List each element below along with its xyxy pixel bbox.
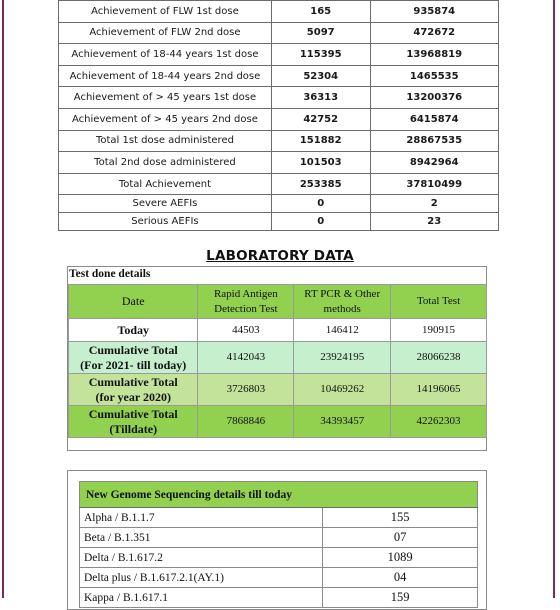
today-label: Today <box>69 319 198 342</box>
rapid-value: 7868846 <box>198 406 294 438</box>
table-header-row <box>80 482 478 508</box>
label-line1: Cumulative Total <box>88 406 178 421</box>
cumulative-value: 13200376 <box>370 87 499 109</box>
table-row <box>59 152 499 174</box>
cumulative-value: 472672 <box>370 22 499 44</box>
table-row <box>80 588 478 608</box>
cumulative-value: 13968819 <box>370 44 499 66</box>
genome-sequencing-table <box>79 481 478 608</box>
variant-count: 04 <box>323 568 478 588</box>
today-value: 151882 <box>271 130 370 152</box>
header-rtpcr <box>294 285 391 319</box>
header-rapid-line2: Detection Test <box>214 302 278 315</box>
cumulative-value: 2 <box>370 195 499 213</box>
row-label: Achievement of 18-44 years 1st dose <box>59 44 272 66</box>
cumulative-value: 23 <box>370 213 499 231</box>
rtpcr-value: 23924195 <box>294 342 391 374</box>
variant-name: Kappa / B.1.617.1 <box>80 588 323 608</box>
table-row <box>59 22 499 44</box>
table-row <box>59 87 499 109</box>
row-label: Total 1st dose administered <box>59 130 272 152</box>
variant-name: Alpha / B.1.1.7 <box>80 508 323 528</box>
cumulative-value: 28867535 <box>370 130 499 152</box>
label-line2: (For 2021- till today) <box>80 357 187 372</box>
cumulative-2020-label <box>69 374 198 406</box>
variant-count: 159 <box>323 588 478 608</box>
table-row <box>59 130 499 152</box>
table-row <box>80 508 478 528</box>
header-rapid <box>198 285 294 319</box>
genome-title: New Genome Sequencing details till today <box>80 482 478 508</box>
variant-count: 07 <box>323 528 478 548</box>
total-value: 42262303 <box>391 406 487 438</box>
today-value: 0 <box>271 195 370 213</box>
table-row <box>59 44 499 66</box>
table-row <box>80 528 478 548</box>
row-label: Achievement of > 45 years 1st dose <box>59 87 272 109</box>
variant-name: Delta plus / B.1.617.2.1(AY.1) <box>80 568 323 588</box>
label-line2: (Tilldate) <box>109 421 158 436</box>
row-label: Achievement of FLW 1st dose <box>59 1 272 23</box>
lab-caption: Test done details <box>69 268 151 280</box>
table-row <box>69 374 487 406</box>
table-row <box>80 548 478 568</box>
row-label: Achievement of FLW 2nd dose <box>59 22 272 44</box>
rapid-value: 44503 <box>198 319 294 342</box>
row-label: Achievement of 18-44 years 2nd dose <box>59 65 272 87</box>
today-value: 165 <box>271 1 370 23</box>
header-total: Total Test <box>391 285 487 319</box>
table-row <box>80 568 478 588</box>
table-row <box>59 213 499 231</box>
label-line2: (for year 2020) <box>95 389 171 404</box>
label-line1: Cumulative Total <box>88 342 178 357</box>
today-value: 5097 <box>271 22 370 44</box>
table-row <box>59 65 499 87</box>
variant-count: 1089 <box>323 548 478 568</box>
cumulative-tilldate-label <box>69 406 198 438</box>
header-rtpcr-line2: methods <box>323 302 361 315</box>
variant-name: Delta / B.1.617.2 <box>80 548 323 568</box>
table-row <box>69 406 487 438</box>
lab-section-title: LABORATORY DATA <box>206 248 354 264</box>
today-value: 101503 <box>271 152 370 174</box>
variant-name: Beta / B.1.351 <box>80 528 323 548</box>
today-value: 42752 <box>271 108 370 130</box>
variant-count: 155 <box>323 508 478 528</box>
header-rapid-line1: Rapid Antigen <box>213 287 278 300</box>
row-label: Total 2nd dose administered <box>59 152 272 174</box>
cumulative-value: 935874 <box>370 1 499 23</box>
table-row <box>59 1 499 23</box>
today-value: 0 <box>271 213 370 231</box>
table-row <box>59 195 499 213</box>
vaccination-table <box>58 0 499 231</box>
rtpcr-value: 146412 <box>294 319 391 342</box>
row-label: Achievement of > 45 years 2nd dose <box>59 108 272 130</box>
today-value: 36313 <box>271 87 370 109</box>
header-rtpcr-line1: RT PCR & Other <box>304 287 381 300</box>
table-row <box>69 342 487 374</box>
rapid-value: 4142043 <box>198 342 294 374</box>
cumulative-value: 1465535 <box>370 65 499 87</box>
table-row <box>59 173 499 195</box>
header-date: Date <box>69 285 198 319</box>
total-value: 28066238 <box>391 342 487 374</box>
today-value: 253385 <box>271 173 370 195</box>
cumulative-2021-label <box>69 342 198 374</box>
cumulative-value: 8942964 <box>370 152 499 174</box>
total-value: 190915 <box>391 319 487 342</box>
cumulative-value: 6415874 <box>370 108 499 130</box>
today-value: 52304 <box>271 65 370 87</box>
lab-test-table <box>68 284 487 438</box>
table-row <box>69 319 487 342</box>
row-label: Severe AEFIs <box>59 195 272 213</box>
row-label: Serious AEFIs <box>59 213 272 231</box>
total-value: 14196065 <box>391 374 487 406</box>
rtpcr-value: 10469262 <box>294 374 391 406</box>
rapid-value: 3726803 <box>198 374 294 406</box>
table-row <box>59 108 499 130</box>
row-label: Total Achievement <box>59 173 272 195</box>
table-header-row <box>69 285 487 319</box>
rtpcr-value: 34393457 <box>294 406 391 438</box>
label-line1: Cumulative Total <box>88 374 178 389</box>
cumulative-value: 37810499 <box>370 173 499 195</box>
today-value: 115395 <box>271 44 370 66</box>
